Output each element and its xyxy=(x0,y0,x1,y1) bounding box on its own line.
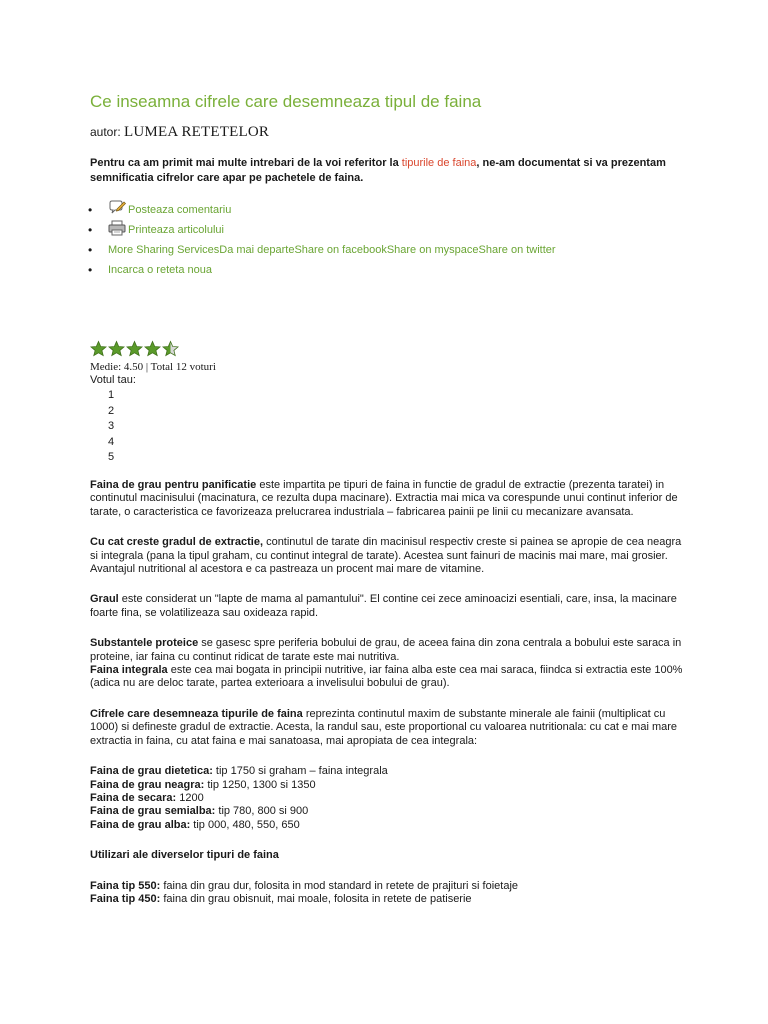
paragraph-text: este cea mai bogata in principii nutritive, iar faina alba este cea mai saraca, fiindca si extractia este 100% (adica nu are deloc tarate, partea exterioara a invelisului bobului de grau). xyxy=(90,664,683,690)
flour-use-row xyxy=(90,880,686,893)
paragraph-text: reprezinta continutul maxim de substante minerale ale fainii (multiplicat cu 1000) si defineste gradul de extractie. Acesta, la randul sau, este proportional cu valoarea nutritionala: cu cat e mai mare extractia in faina, cu atat faina e mai sanatoasa, mai apropiata de cea integrala: xyxy=(90,707,678,747)
flour-types-link[interactable]: tipurile de faina xyxy=(401,157,477,169)
flour-type-label: Faina de grau semialba: xyxy=(90,805,216,818)
bullet-icon: • xyxy=(88,263,93,277)
article-intro xyxy=(90,156,680,186)
paragraph-lead: Graul xyxy=(90,593,119,606)
print-link-label[interactable]: Printeaza articolului xyxy=(128,224,224,236)
paragraph-lead: Substantele proteice xyxy=(90,637,199,650)
bullet-icon: • xyxy=(88,223,93,237)
flour-type-value: tip 780, 800 si 900 xyxy=(215,805,309,818)
bullet-icon: • xyxy=(88,243,93,257)
paragraph-text: se gasesc spre periferia bobului de grau, de aceea faina din zona centrala a bobului este saraca in proteine, iar faina cu continut ridicat de tarate este mai nutritiva. xyxy=(90,637,682,663)
flour-type-row xyxy=(90,779,686,792)
vote-option-2[interactable]: 2 xyxy=(108,404,115,417)
flour-type-value: tip 000, 480, 550, 650 xyxy=(190,818,300,831)
intro-text-end: , ne-am documentat si va prezentam semnificatia cifrelor care apar pe pachetele de faina. xyxy=(90,157,666,184)
paragraph-integrala xyxy=(90,664,686,691)
vote-options xyxy=(108,388,216,466)
pencil-comment-icon xyxy=(108,200,126,216)
action-share[interactable] xyxy=(90,240,690,260)
paragraph-extractie xyxy=(90,536,686,576)
author-name: LUMEA RETETELOR xyxy=(124,124,270,140)
star-icon[interactable] xyxy=(126,340,143,358)
action-comment[interactable] xyxy=(90,200,690,220)
paragraph-text: este considerat un "lapte de mama al pamantului". El contine cei zece aminoacizi esentiali, care, insa, la macinare foarte fina, se volatilizeaza sau oxideaza rapid. xyxy=(90,593,677,619)
vote-option-1[interactable]: 1 xyxy=(108,389,115,401)
flour-type-label: Faina de grau dietetica: xyxy=(90,765,213,778)
star-icon[interactable] xyxy=(162,340,179,358)
vote-option-3[interactable]: 3 xyxy=(108,420,115,432)
comment-link-label[interactable]: Posteaza comentariu xyxy=(128,204,232,216)
paragraph-text: continutul de tarate din macinisul respectiv creste si painea se apropie de cea neagra si integrala (pana la tipul graham, cu continut integral de tarate). Acestea sunt fainuri de macinis mai mare, mai grosier. Avantajul nutritional al acestora e ca pastreaza un procent mai mare de vitamine. xyxy=(90,536,682,576)
flour-use-label: Faina tip 450: xyxy=(90,892,161,905)
author-line xyxy=(90,124,269,141)
action-upload-recipe[interactable] xyxy=(90,260,690,280)
uses-heading-text: Utilizari ale diverselor tipuri de faina xyxy=(90,849,279,862)
printer-icon xyxy=(108,220,126,236)
rating-summary: Medie: 4.50 | Total 12 voturi xyxy=(90,361,216,373)
flour-type-value: 1200 xyxy=(176,791,204,804)
paragraph-lead: Faina integrala xyxy=(90,664,168,677)
paragraph-panificatie xyxy=(90,479,686,519)
flour-type-label: Faina de grau alba: xyxy=(90,818,191,831)
vote-option-4[interactable]: 4 xyxy=(108,435,115,448)
flour-type-label: Faina de grau neagra: xyxy=(90,778,205,791)
article-body xyxy=(90,479,686,906)
flour-use-value: faina din grau dur, folosita in mod standard in retete de prajituri si foietaje xyxy=(160,879,519,892)
rating-stars[interactable] xyxy=(90,340,216,360)
flour-type-row xyxy=(90,819,686,832)
flour-type-row xyxy=(90,792,686,805)
star-icon[interactable] xyxy=(90,340,107,358)
star-icon[interactable] xyxy=(144,340,161,358)
paragraph-proteine xyxy=(90,637,686,664)
flour-use-label: Faina tip 550: xyxy=(90,879,161,892)
flour-type-label: Faina de secara: xyxy=(90,791,177,804)
flour-use-value: faina din grau obisnuit, mai moale, folosita in retete de patiserie xyxy=(160,892,472,905)
flour-type-value: tip 1750 si graham – faina integrala xyxy=(212,765,388,778)
article-actions xyxy=(90,200,690,280)
upload-recipe-link-label[interactable]: Incarca o reteta noua xyxy=(108,264,212,276)
paragraph-text: este impartita pe tipuri de faina in functie de gradul de extractie (prezenta taratei) in continutul macinisului (macinatura, ce rezulta dupa macinare). Extractia mai mica va corespunde unui continut inferior de tarate, o caracteristica ce favorizeaza prelucrarea industriala – fabricarea painii pe linii cu mecanizare avansata. xyxy=(90,479,678,518)
vote-label: Votul tau: xyxy=(90,374,136,386)
flour-type-value: tip 1250, 1300 si 1350 xyxy=(204,778,316,791)
vote-option-5[interactable]: 5 xyxy=(108,451,115,463)
paragraph-lead: Cu cat creste gradul de extractie, xyxy=(90,536,264,549)
flour-type-row xyxy=(90,765,686,778)
uses-heading xyxy=(90,849,686,862)
bullet-icon: • xyxy=(88,203,93,217)
star-icon[interactable] xyxy=(108,340,125,358)
intro-text-start: Pentru ca am primit mai multe intrebari de la voi referitor la xyxy=(90,157,402,169)
paragraph-cifre xyxy=(90,708,686,748)
action-print[interactable] xyxy=(90,220,690,240)
share-links-label[interactable]: More Sharing ServicesDa mai departeShare on facebookShare on myspaceShare on twitter xyxy=(108,244,556,256)
paragraph-lead: Cifrele care desemneaza tipurile de faina xyxy=(90,707,303,720)
flour-use-row xyxy=(90,893,686,906)
author-label: autor: xyxy=(90,125,121,139)
paragraph-graul xyxy=(90,593,686,620)
article-title: Ce inseamna cifrele care desemneaza tipul de faina xyxy=(90,92,482,111)
flour-type-row xyxy=(90,805,686,818)
rating-widget xyxy=(90,340,216,466)
paragraph-lead: Faina de grau pentru panificatie xyxy=(90,479,257,491)
